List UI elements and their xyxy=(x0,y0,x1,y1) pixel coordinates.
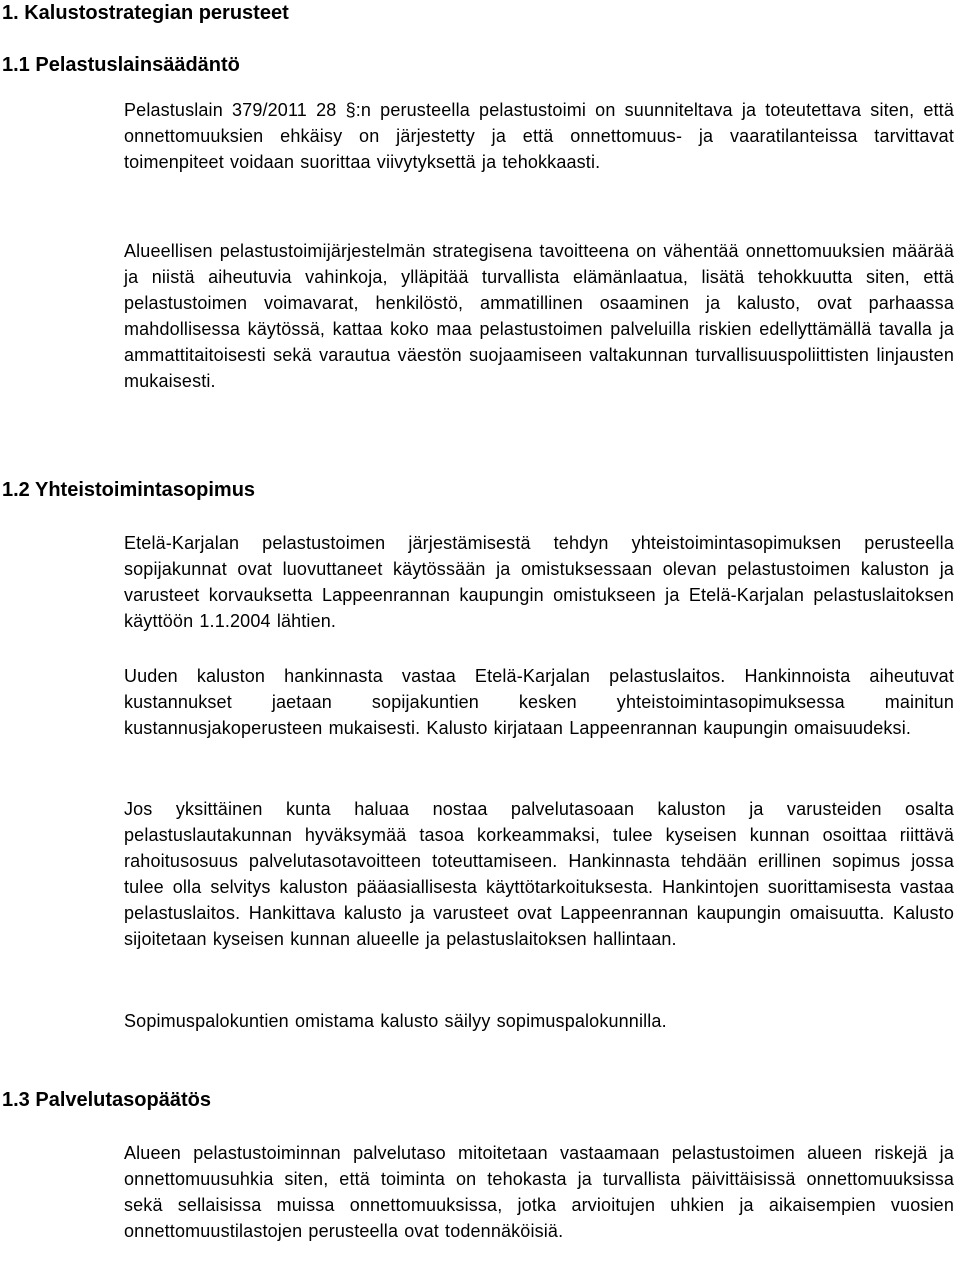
paragraph-palvelutaso: Alueen pelastustoiminnan palvelutaso mitoitetaan vastaamaan pelastustoimen alueen riskejä ja onnettomuusuhkia siten, että toiminta on tehokasta ja turvallista päivittäisissä onnettomuuksissa sekä sellaisissa muissa onnettomuuksissa, jotka arvioitujen uhkien ja aikaisempien vuosien onnettomuustilastojen perusteella ovat todennäköisiä. xyxy=(124,1143,954,1241)
paragraph-pelastuslaki: Pelastuslain 379/2011 28 §:n perusteella pelastustoimi on suunniteltava ja toteutettava siten, että onnettomuuksien ehkäisy on järjestetty ja että onnettomuus- ja vaaratilanteissa tarvittavat toimenpiteet voidaan suorittaa viivytyksettä ja tehokkaasti. xyxy=(124,100,954,172)
chapter-heading: 1. Kalustostrategian perusteet xyxy=(2,2,289,24)
paragraph-strateginen-tavoite: Alueellisen pelastustoimijärjestelmän strategisena tavoitteena on vähentää onnettomuuksien määrää ja niistä aiheutuvia vahinkoja, ylläpitää turvallista elämänlaatua, lisätä tehokkuutta siten, että pelastustoimen voimavarat, henkilöstö, ammatillinen osaaminen ja kalusto, ovat parhaassa mahdollisessa käytössä, kattaa koko maa pelastustoimen palveluilla riskien edellyttämällä tavalla ja ammattitaitoisesti sekä varautua väestön suojaamiseen valtakunnan turvallisuuspoliittisten linjausten mukaisesti. xyxy=(124,241,954,391)
paragraph-uuden-kaluston-hankinta: Uuden kaluston hankinnasta vastaa Etelä-Karjalan pelastuslaitos. Hankinnoista aiheutuvat kustannukset jaetaan sopijakuntien kesken yhteistoimintasopimuksessa mainitun kustannusjakoperusteen mukaisesti. Kalusto kirjataan Lappeenrannan kaupungin omaisuudeksi. xyxy=(124,666,954,738)
section-heading-palvelutasopaatos: 1.3 Palvelutasopäätös xyxy=(2,1089,211,1111)
paragraph-kaluston-luovutus: Etelä-Karjalan pelastustoimen järjestämisestä tehdyn yhteistoimintasopimuksen perusteella sopijakunnat ovat luovuttaneet käytössään ja omistuksessaan olevan pelastustoimen kaluston ja varusteet korvauksetta Lappeenrannan kaupungin omistukseen ja Etelä-Karjalan pelastuslaitoksen käyttöön 1.1.2004 lähtien. xyxy=(124,533,954,631)
paragraph-sopimuspalokuntien-kalusto: Sopimuspalokuntien omistama kalusto säilyy sopimuspalokunnilla. xyxy=(124,1011,667,1031)
section-heading-yhteistoimintasopimus: 1.2 Yhteistoimintasopimus xyxy=(2,479,256,501)
section-heading-pelastuslainsaadanto: 1.1 Pelastuslainsäädäntö xyxy=(2,54,240,76)
paragraph-kunnan-palvelutaso: Jos yksittäinen kunta haluaa nostaa palvelutasoaan kaluston ja varusteiden osalta pelastuslautakunnan hyväksymää tasoa korkeammaksi, tulee kyseisen kunnan osoittaa riittävä rahoitusosuus palvelutasotavoitteen toteuttamiseen. Hankinnasta tehdään erillinen sopimus jossa tulee olla selvitys kaluston pääasiallisesta käyttötarkoituksesta. Hankintojen suorittamisesta vastaa pelastuslaitos. Hankittava kalusto ja varusteet ovat Lappeenrannan kaupungin omaisuutta. Kalusto sijoitetaan kyseisen kunnan alueelle ja pelastuslaitoksen hallintaan. xyxy=(124,799,954,949)
